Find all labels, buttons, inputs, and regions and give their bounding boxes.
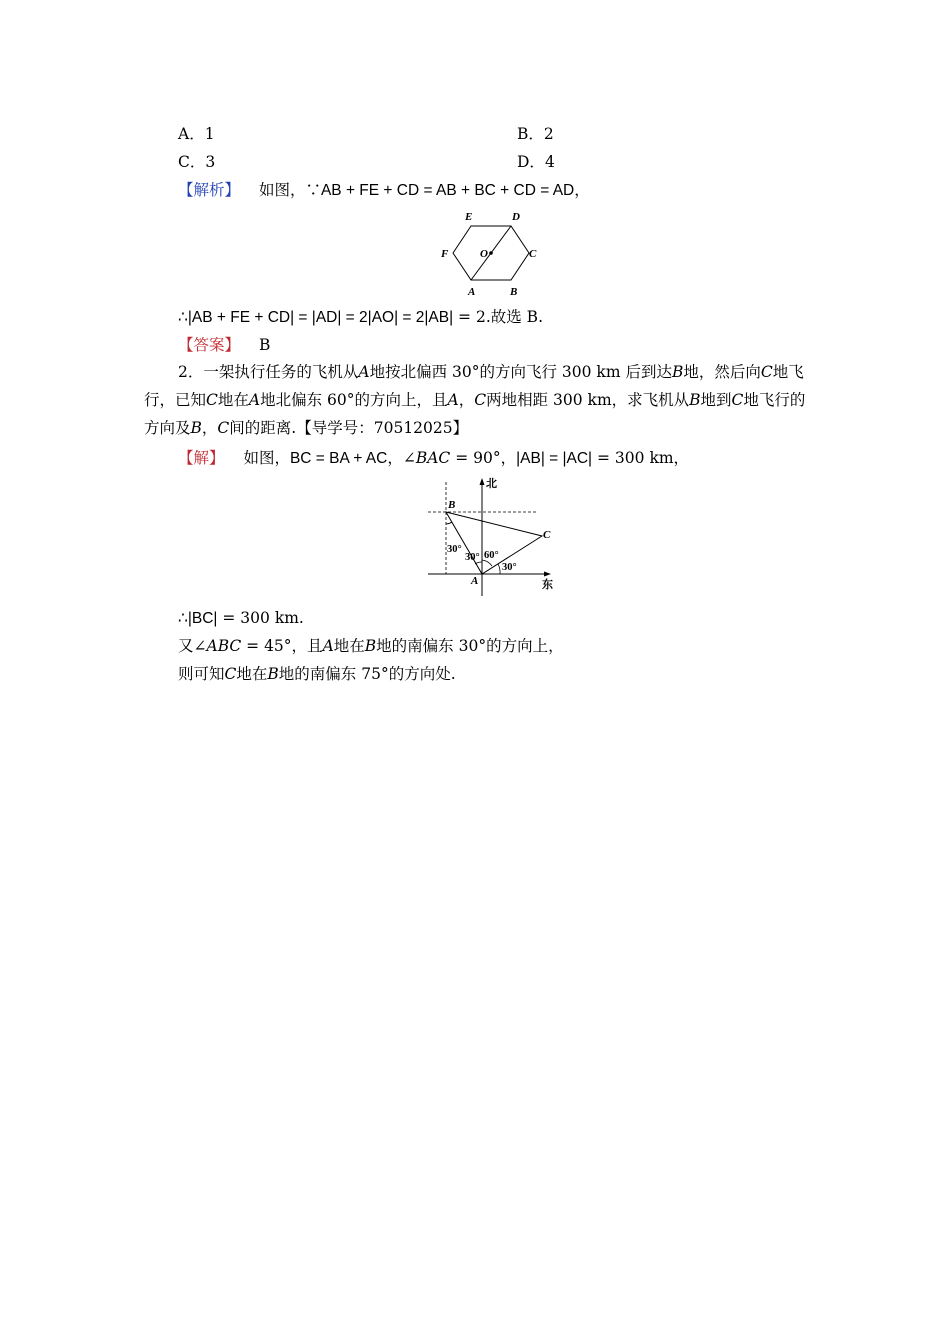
solution1-comma: ， — [574, 181, 590, 199]
s2-result-value: = 300 km. — [217, 609, 304, 627]
s2-angle-text: ，∠ — [387, 449, 416, 467]
s2-result-prefix: ∴ — [178, 609, 188, 627]
s2-l2-c: 地在 — [333, 637, 365, 655]
answer1-line — [178, 335, 270, 355]
p2-t4: 地飞行，已知 — [144, 363, 804, 409]
choice-b-label: B． — [517, 125, 544, 143]
p2-a3: A — [447, 391, 459, 409]
p2-t5: 地在 — [217, 391, 249, 409]
s2-dist: = 300 km， — [592, 449, 690, 467]
s2-l3-c: 地的南偏东 75°的方向处. — [278, 665, 456, 683]
solution2-tag: 【解】 — [178, 449, 225, 467]
p2-t10: 地飞行的方向及 — [144, 391, 806, 437]
p2-c2: C — [206, 391, 218, 409]
choice-c — [178, 152, 215, 172]
p2-t7: ， — [458, 391, 475, 409]
solution2-result — [178, 608, 304, 629]
s2-l2-abc: ABC — [206, 637, 242, 655]
p2-t2: 地按北偏西 30°的方向飞行 300 km 后到达 — [369, 363, 672, 381]
choice-b — [517, 124, 554, 144]
p2-a2: A — [248, 391, 261, 409]
p2-c3: C — [474, 391, 487, 409]
problem2-text — [144, 358, 810, 442]
p2-t11: ， — [201, 419, 218, 437]
p2-c4: C — [731, 391, 744, 409]
p2-t3: 地，然后向 — [683, 363, 761, 381]
s2-l2-B: B — [364, 637, 377, 655]
hexagon-diagram — [440, 206, 550, 300]
triangle-abc — [446, 512, 542, 574]
choice-a-value: 1 — [204, 125, 215, 143]
east-label: 东 — [542, 579, 553, 591]
label-c: C — [529, 248, 537, 260]
p2-b3: B — [190, 419, 202, 437]
flight-diagram — [424, 474, 564, 600]
s2-l2-a: 又∠ — [178, 637, 207, 655]
label-b2: B — [448, 499, 456, 511]
p2-t12: 间的距离. — [229, 419, 297, 437]
s2-intro: 如图， — [243, 449, 290, 467]
s2-eq1: BC = BA + AC — [289, 450, 388, 467]
north-arrow-icon — [480, 478, 485, 485]
s2-l3-b: 地在 — [236, 665, 268, 683]
choice-a-label: A． — [178, 125, 205, 143]
p2-c5: C — [217, 419, 230, 437]
solution2-line2 — [178, 636, 564, 656]
choice-d-value: 4 — [544, 153, 555, 171]
p2-b2: B — [689, 391, 701, 409]
solution1-intro: 如图，∵ — [258, 181, 321, 199]
arc-30-left — [446, 522, 452, 524]
p2-t6: 地北偏东 60°的方向上，且 — [260, 391, 448, 409]
s2-l3-C: C — [224, 665, 237, 683]
s2-l3-B: B — [267, 665, 279, 683]
choice-a — [178, 124, 215, 144]
p2-t1: 一架执行任务的飞机从 — [203, 363, 359, 381]
solution1-result — [178, 307, 543, 328]
result1-equation: |AB + FE + CD| = |AD| = 2|AO| = 2|AB| — [187, 309, 454, 326]
p2-a1: A — [358, 363, 370, 381]
label-d: D — [512, 211, 520, 223]
p2-ref: 【导学号：70512025】 — [296, 419, 469, 437]
label-e: E — [465, 211, 473, 223]
angle-60: 60° — [484, 550, 499, 561]
choice-b-value: 2 — [543, 125, 554, 143]
center-point — [489, 251, 493, 255]
choice-d — [517, 152, 555, 172]
solution1-line — [178, 180, 590, 201]
s2-angle-value: = 90°， — [450, 449, 517, 467]
choice-c-value: 3 — [205, 153, 216, 171]
label-o: O — [480, 248, 488, 260]
s2-eq2: |AB| = |AC| — [516, 450, 593, 467]
label-a: A — [468, 286, 476, 298]
s2-l2-A: A — [322, 637, 334, 655]
s2-l2-b: = 45°，且 — [241, 637, 323, 655]
angle-30-left: 30° — [447, 544, 462, 555]
answer1-tag: 【答案】 — [178, 336, 241, 354]
p2-c1: C — [760, 363, 773, 381]
choice-d-label: D． — [517, 153, 545, 171]
angle-30-mid: 30° — [465, 552, 480, 563]
p2-number: 2． — [178, 363, 204, 381]
s2-result-eq: |BC| — [187, 610, 218, 627]
solution2-line — [178, 448, 689, 469]
east-arrow-icon — [544, 572, 551, 577]
s2-l3-a: 则可知 — [178, 665, 225, 683]
answer1-value: B — [258, 336, 271, 354]
result1-prefix: ∴ — [178, 308, 188, 326]
angle-30-right: 30° — [502, 562, 517, 573]
label-f: F — [441, 248, 449, 260]
result1-suffix: = 2.故选 B. — [453, 308, 543, 326]
p2-t9: 地到 — [700, 391, 732, 409]
north-label: 北 — [486, 478, 497, 490]
arc-30-right — [498, 564, 500, 574]
s2-angle-name: BAC — [415, 449, 451, 467]
solution1-tag: 【解析】 — [178, 181, 241, 199]
solution1-equation: AB + FE + CD = AB + BC + CD = AD — [320, 182, 575, 199]
label-a2: A — [471, 575, 479, 587]
p2-b1: B — [671, 363, 684, 381]
p2-t8: 两地相距 300 km，求飞机从 — [486, 391, 690, 409]
label-b: B — [510, 286, 518, 298]
s2-l2-d: 地的南偏东 30°的方向上， — [376, 637, 564, 655]
solution2-line3 — [178, 664, 456, 684]
choice-c-label: C． — [178, 153, 206, 171]
label-c2: C — [543, 529, 551, 541]
